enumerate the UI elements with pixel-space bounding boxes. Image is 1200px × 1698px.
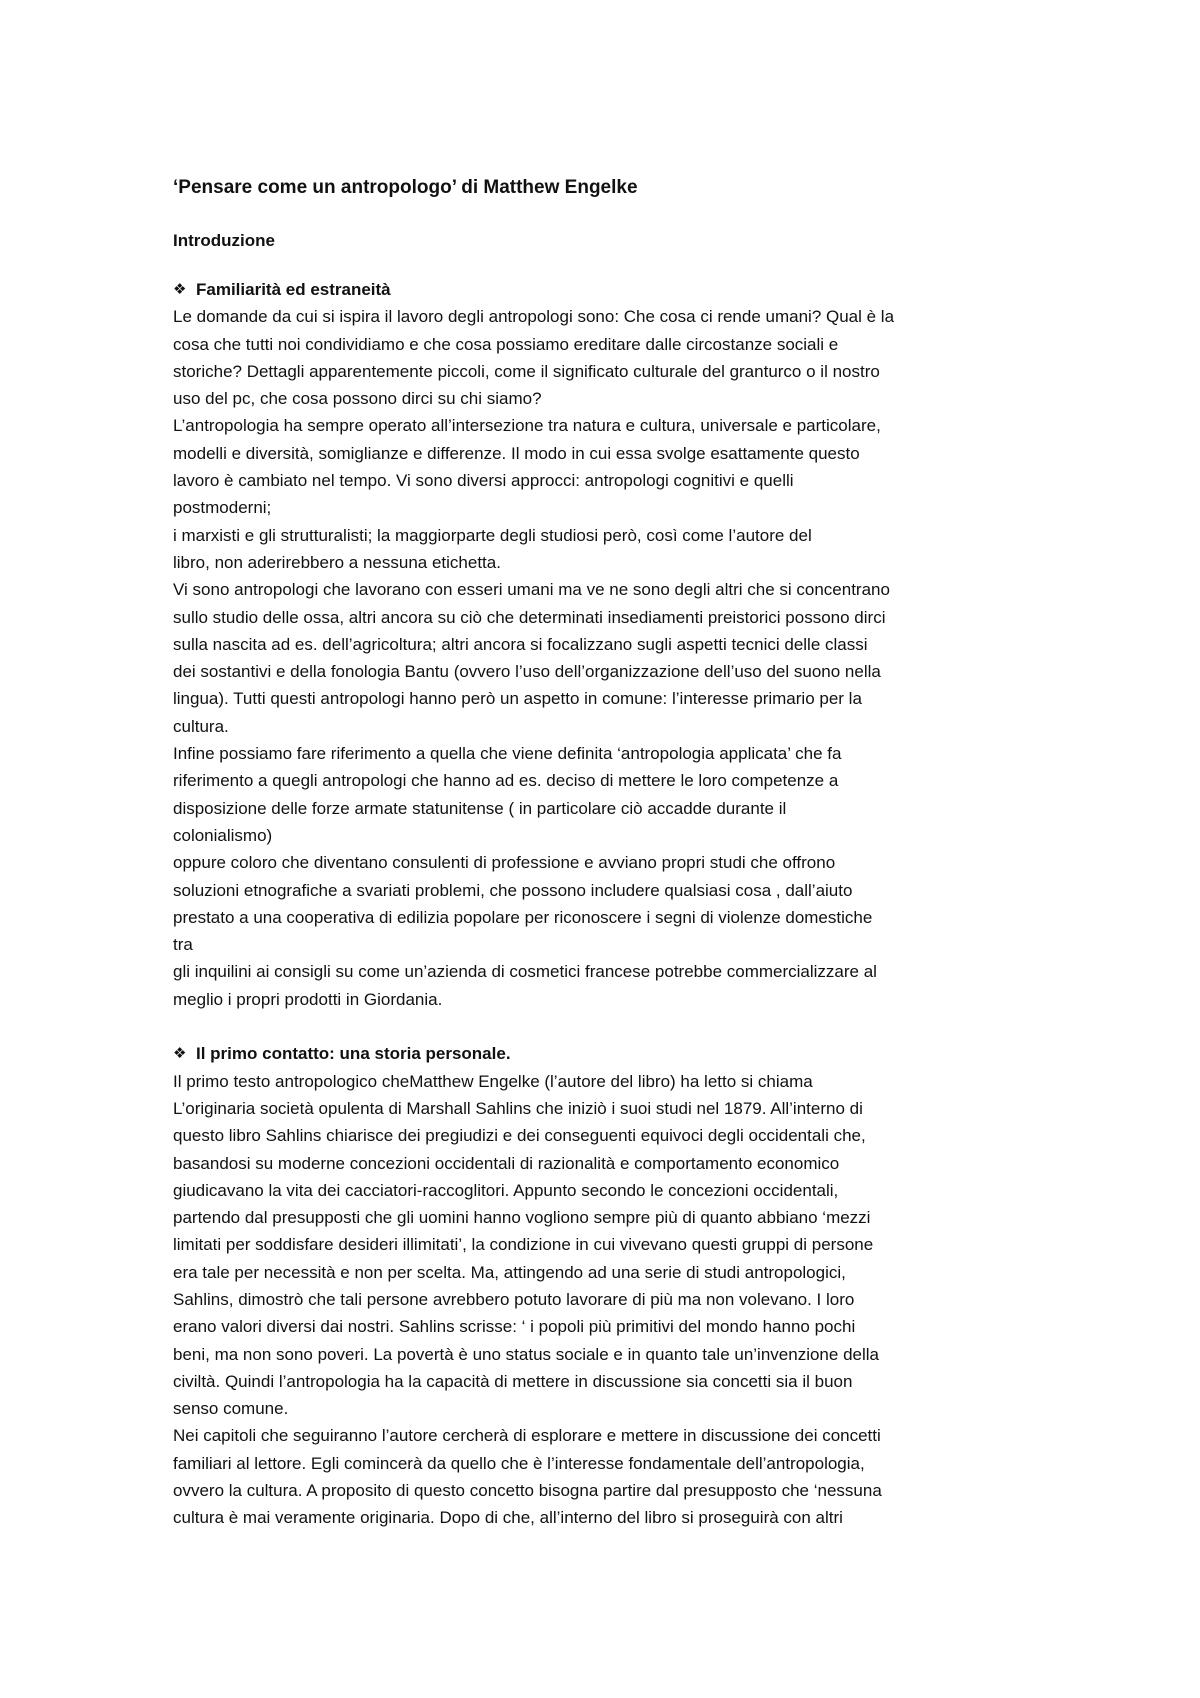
text-line: beni, ma non sono poveri. La povertà è uno status sociale e in quanto tale un’invenzione della bbox=[173, 1344, 879, 1364]
text-line: Le domande da cui si ispira il lavoro degli antropologi sono: Che cosa ci rende umani? Qual è la bbox=[173, 307, 895, 327]
section-primo-contatto bbox=[173, 1040, 1043, 1531]
text-line: soluzioni etnografiche a svariati problemi, che possono includere qualsiasi cosa , dall’aiuto bbox=[173, 880, 853, 900]
diamond-bullet-icon: ❖ bbox=[173, 281, 187, 299]
paragraph-block bbox=[173, 1068, 1043, 1532]
paragraph-block bbox=[173, 303, 1043, 1013]
text-line: disposizione delle forze armate statunitense ( in particolare ciò accadde durante il bbox=[173, 798, 787, 818]
section-familiarita bbox=[173, 276, 1043, 1013]
text-line: lingua). Tutti questi antropologi hanno però un aspetto in comune: l’interesse primario per la bbox=[173, 689, 862, 709]
text-line: L’originaria società opulenta di Marshall Sahlins che iniziò i suoi studi nel 1879. All’interno di bbox=[173, 1098, 863, 1118]
text-line: ovvero la cultura. A proposito di questo concetto bisogna partire dal presupposto che ‘nessuna bbox=[173, 1481, 882, 1501]
text-line: Infine possiamo fare riferimento a quella che viene definita ‘antropologia applicata’ che fa bbox=[173, 744, 842, 764]
text-line: cosa che tutti noi condividiamo e che cosa possiamo ereditare dalle circostanze sociali e bbox=[173, 334, 839, 354]
section-spacer bbox=[173, 1013, 1043, 1040]
text-line: prestato a una cooperativa di edilizia popolare per riconoscere i segni di violenze domestiche bbox=[173, 907, 873, 927]
text-line: giudicavano la vita dei cacciatori-raccoglitori. Appunto secondo le concezioni occidentali, bbox=[173, 1180, 839, 1200]
text-line: modelli e diversità, somiglianze e differenze. Il modo in cui essa svolge esattamente questo bbox=[173, 443, 860, 463]
text-line: partendo dal presupposti che gli uomini hanno vogliono sempre più di quanto abbiano ‘mezzi bbox=[173, 1208, 871, 1228]
text-line: postmoderni; bbox=[173, 498, 272, 518]
text-line: erano valori diversi dai nostri. Sahlins scrisse: ‘ i popoli più primitivi del mondo hanno pochi bbox=[173, 1317, 856, 1337]
text-line: sulla nascita ad es. dell’agricoltura; altri ancora si focalizzano sugli aspetti tecnici delle classi bbox=[173, 634, 868, 654]
text-line: i marxisti e gli strutturalisti; la maggiorparte degli studiosi però, così come l’autore del bbox=[173, 525, 812, 545]
document-title: ‘Pensare come un antropologo’ di Matthew Engelke bbox=[173, 177, 638, 198]
text-line: cultura è mai veramente originaria. Dopo di che, all’interno del libro si proseguirà con altri bbox=[173, 1508, 843, 1528]
text-line: tra bbox=[173, 935, 193, 955]
text-line: meglio i propri prodotti in Giordania. bbox=[173, 989, 443, 1009]
section-heading-text: Familiarità ed estraneità bbox=[196, 280, 391, 299]
text-line: senso comune. bbox=[173, 1399, 289, 1419]
text-line: Vi sono antropologi che lavorano con esseri umani ma ve ne sono degli altri che si concentrano bbox=[173, 580, 890, 600]
text-line: dei sostantivi e della fonologia Bantu (ovvero l’uso dell’organizzazione dell’uso del suono nella bbox=[173, 662, 881, 682]
text-line: Sahlins, dimostrò che tali persone avrebbero potuto lavorare di più ma non volevano. I loro bbox=[173, 1289, 855, 1309]
text-line: libro, non aderirebbero a nessuna etichetta. bbox=[173, 552, 501, 572]
text-line: era tale per necessità e non per scelta. Ma, attingendo ad una serie di studi antropologici, bbox=[173, 1262, 846, 1282]
text-line: cultura. bbox=[173, 716, 229, 736]
diamond-bullet-icon: ❖ bbox=[173, 1045, 187, 1063]
text-line: Il primo testo antropologico cheMatthew Engelke (l’autore del libro) ha letto si chiama bbox=[173, 1071, 813, 1091]
text-line: basandosi su moderne concezioni occidentali di razionalità e comportamento economico bbox=[173, 1153, 840, 1173]
section-title: Introduzione bbox=[173, 231, 275, 250]
text-line: limitati per soddisfare desideri illimitati’, la condizione in cui vivevano questi gruppi di persone bbox=[173, 1235, 874, 1255]
text-line: Nei capitoli che seguiranno l’autore cercherà di esplorare e mettere in discussione dei concetti bbox=[173, 1426, 881, 1446]
text-line: uso del pc, che cosa possono dirci su chi siamo? bbox=[173, 389, 542, 409]
text-line: gli inquilini ai consigli su come un’azienda di cosmetici francese potrebbe commercializzare al bbox=[173, 962, 877, 982]
text-line: storiche? Dettagli apparentemente piccoli, come il significato culturale del granturco o il nostro bbox=[173, 361, 880, 381]
text-line: lavoro è cambiato nel tempo. Vi sono diversi approcci: antropologi cognitivi e quelli bbox=[173, 471, 794, 491]
text-line: questo libro Sahlins chiarisce dei pregiudizi e dei conseguenti equivoci degli occidentali che, bbox=[173, 1126, 866, 1146]
section-heading bbox=[173, 1040, 1043, 1067]
text-line: oppure coloro che diventano consulenti di professione e avviano propri studi che offrono bbox=[173, 853, 836, 873]
text-line: L’antropologia ha sempre operato all’intersezione tra natura e cultura, universale e particolare, bbox=[173, 416, 881, 436]
text-line: familiari al lettore. Egli comincerà da quello che è l’interesse fondamentale dell’antropologia, bbox=[173, 1453, 865, 1473]
document-page bbox=[173, 174, 1043, 1532]
text-line: civiltà. Quindi l’antropologia ha la capacità di mettere in discussione sia concetti sia il buon bbox=[173, 1371, 853, 1391]
text-line: riferimento a quegli antropologi che hanno ad es. deciso di mettere le loro competenze a bbox=[173, 771, 839, 791]
section-heading-text: Il primo contatto: una storia personale. bbox=[196, 1044, 511, 1064]
text-line: colonialismo) bbox=[173, 825, 273, 845]
section-heading bbox=[173, 276, 1043, 303]
text-line: sullo studio delle ossa, altri ancora su ciò che determinati insediamenti preistorici possono dirci bbox=[173, 607, 886, 627]
